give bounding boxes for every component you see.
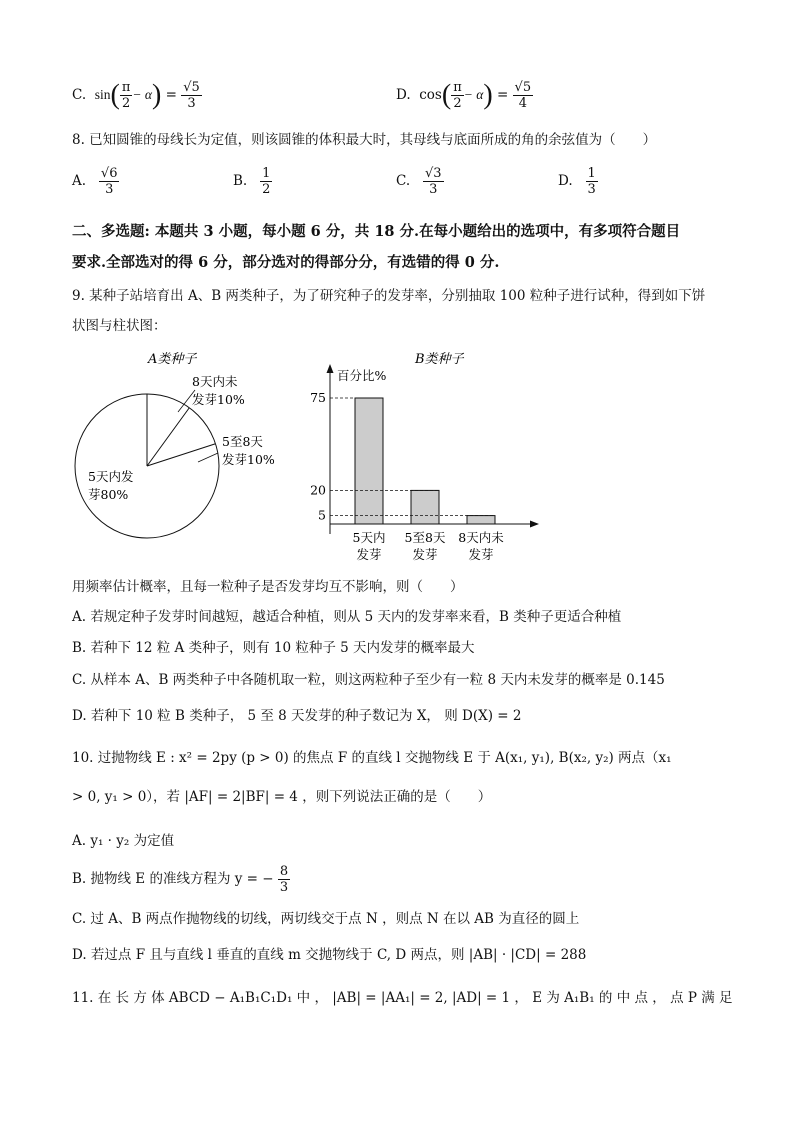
q10-option-a[interactable]: A. y₁ · y₂ 为定值 (72, 833, 175, 849)
pie-label-5-8-days-1: 5至8天 (222, 434, 263, 449)
q7-option-c-pi: π (121, 80, 131, 95)
x-axis-arrow (530, 521, 539, 528)
q8-option-d-label: D. (558, 173, 573, 189)
q8-option-d-num: 1 (587, 166, 596, 181)
q8-option-b-label: B. (233, 173, 248, 189)
q10-stem-line-2: > 0, y₁ > 0），若 |AF| = 2|BF| = 4 ，则下列说法正确的是（ ） (72, 789, 492, 805)
q7-option-c[interactable]: C. sin( $\frac{\pi}{2}$ − α) = $\frac{√5}{3}$ (72, 79, 200, 111)
pie-label-8-days-2: 发芽10% (192, 392, 245, 407)
q7-option-d-pi: π (453, 80, 462, 95)
q8-option-c-den: 3 (429, 182, 438, 197)
q7-option-d-eq: = (496, 87, 509, 103)
q8-option-c-num: √3 (425, 166, 442, 181)
q9-option-a[interactable]: A. 若规定种子发芽时间越短，越适合种植，则从 5 天内的发芽率来看，B 类种子更适合种植 (72, 609, 622, 625)
q8-option-a-num: √6 (100, 166, 118, 181)
q9-after-text: 用频率估计概率，且每一粒种子是否发芽均互不影响，则（ ） (72, 579, 464, 595)
x-category-label-3-2: 发芽 (468, 547, 494, 562)
q7-option-d-alpha: − α (463, 87, 484, 102)
q8-stem: 8. 已知圆锥的母线长为定值，则该圆锥的体积最大时，其母线与底面所成的角的余弦值为（ ） (72, 132, 657, 148)
q7-option-d-den: 4 (518, 96, 527, 111)
q7-option-c-alpha: − α (132, 87, 152, 102)
y-tick-label-3: 5 (318, 507, 326, 523)
y-tick-label-1: 75 (310, 390, 326, 405)
q10-option-b-text: B. 抛物线 E 的准线方程为 y = − (72, 871, 274, 887)
q8-option-a[interactable] (72, 166, 119, 197)
q7-option-d-num: √5 (514, 80, 532, 95)
q8-option-a-den: 3 (105, 182, 114, 197)
bar-title: B类种子 (415, 352, 464, 367)
section-2-heading-line-1: 二、多选题: 本题共 3 小题，每小题 6 分，共 18 分.在每小题给出的选项中，有多项符合题目 (72, 223, 681, 240)
q9-option-d[interactable]: D. 若种下 10 粒 B 类种子， 5 至 8 天发芽的种子数记为 X， 则 D(X) = 2 (72, 708, 522, 724)
q8-option-d[interactable] (558, 166, 598, 197)
q8-option-a-label: A. (72, 173, 87, 189)
q10-option-b[interactable] (72, 864, 290, 895)
q7-option-c-label: C. (72, 87, 87, 103)
q8-option-b-num: 1 (262, 166, 271, 181)
q7-option-d-func: cos (419, 87, 442, 103)
q7-option-c-two: 2 (121, 96, 131, 111)
q10-option-d[interactable]: D. 若过点 F 且与直线 l 垂直的直线 m 交抛物线于 C, D 两点，则 |AB| · |CD| = 288 (72, 947, 587, 963)
q7-option-d-label: D. (396, 87, 411, 103)
bars (310, 390, 504, 562)
bar-1 (355, 398, 383, 524)
pie-label-5-days-2: 芽80% (88, 487, 129, 502)
bar-3 (467, 516, 495, 524)
pie-title: A类种子 (148, 352, 197, 367)
bar-chart (300, 342, 550, 572)
pie-label-5-8-days-2: 发芽10% (222, 452, 275, 467)
q8-option-d-den: 3 (587, 182, 596, 197)
q8-option-b[interactable] (233, 166, 272, 197)
x-category-label-2-2: 发芽 (412, 547, 438, 562)
q7-option-c-den: 3 (187, 96, 196, 111)
q7-option-c-func: sin (94, 87, 111, 102)
q10-stem-line-1: 10. 过抛物线 E : x² = 2py (p > 0) 的焦点 F 的直线 l 交抛物线 E 于 A(x₁, y₁), B(x₂, y₂) 两点（x₁ (72, 750, 672, 766)
q8-option-c-label: C. (396, 173, 411, 189)
q8-option-b-den: 2 (262, 182, 271, 197)
q9-option-b[interactable]: B. 若种下 12 粒 A 类种子，则有 10 粒种子 5 天内发芽的概率最大 (72, 640, 475, 656)
q7-option-d[interactable]: D. cos( $\frac{\pi}{2}$ − α) = $\frac{√5}{4}$ (396, 79, 532, 111)
q7-option-c-eq: = (165, 87, 177, 103)
q9-stem-line-1: 9. 某种子站培育出 A、B 两类种子，为了研究种子的发芽率，分别抽取 100 粒种子进行试种，得到如下饼 (72, 288, 706, 304)
q10-option-b-den: 3 (279, 880, 289, 895)
section-2-heading-line-2: 要求.全部选对的得 6 分，部分选对的得部分分，有选错的得 0 分. (72, 254, 500, 271)
y-axis-arrow (327, 364, 334, 373)
pie-chart (60, 342, 300, 572)
q8-option-c[interactable] (396, 166, 444, 197)
q10-option-b-num: 8 (279, 864, 289, 879)
x-category-label-1-2: 发芽 (356, 547, 382, 562)
x-category-label-2-1: 5至8天 (404, 530, 446, 545)
q9-option-c[interactable]: C. 从样本 A、B 两类种子中各随机取一粒，则这两粒种子至少有一粒 8 天内未发芽的概率是 0.145 (72, 672, 665, 688)
q10-option-c[interactable]: C. 过 A、B 两点作抛物线的切线，两切线交于点 N ，则点 N 在以 AB 为直径的圆上 (72, 911, 580, 927)
x-category-label-1-1: 5天内 (352, 530, 386, 545)
q7-option-d-two: 2 (453, 96, 462, 111)
pie-label-5-days-1: 5天内发 (88, 469, 134, 484)
bar-2 (411, 490, 439, 524)
q11-stem-line-1: 11. 在 长 方 体 ABCD − A₁B₁C₁D₁ 中 ， |AB| = |AA₁| = 2, |AD| = 1 ， E 为 A₁B₁ 的 中 点 ， 点 P 满 足 (72, 990, 733, 1006)
x-category-label-3-1: 8天内未 (458, 530, 504, 545)
pie-label-8-days-1: 8天内未 (192, 374, 238, 389)
y-tick-label-2: 20 (310, 482, 326, 498)
bar-ylabel: 百分比% (337, 368, 387, 383)
q9-stem-line-2: 状图与柱状图： (72, 318, 167, 334)
q7-option-c-num: √5 (183, 80, 200, 95)
